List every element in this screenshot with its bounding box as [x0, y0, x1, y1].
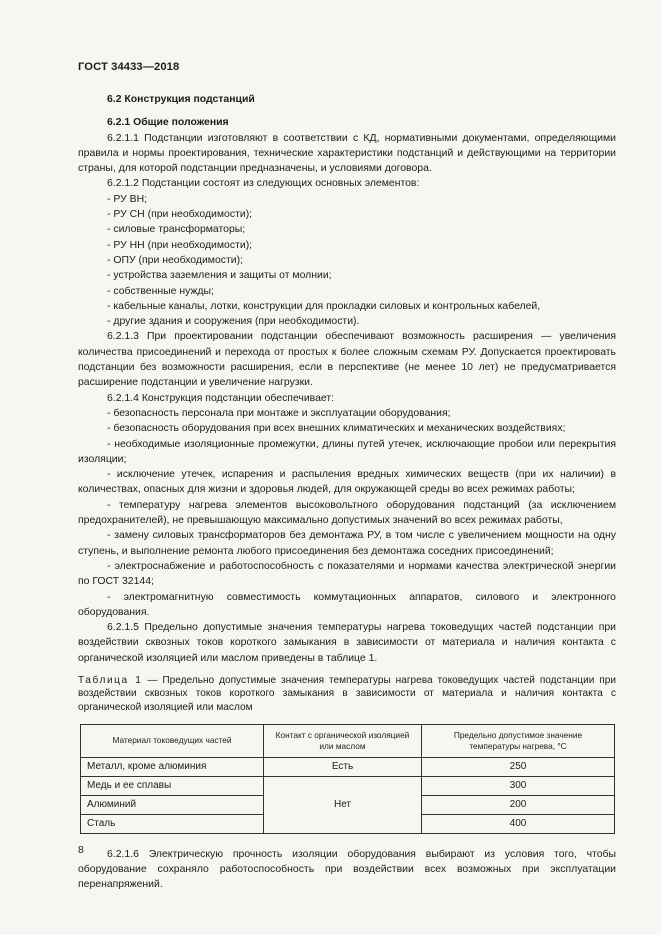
paragraph-6-2-1-1: 6.2.1.1 Подстанции изготовляют в соответствии с КД, нормативными документами, определяющими правила и нормы проектирования, технические характеристики подстанций и действующими на территории страны, для которой подстанции предназначены, и условиями договора.: [78, 132, 616, 175]
document-body: [78, 92, 616, 893]
list-item: - исключение утечек, испарения и распыления вредных химических веществ (при их наличии) в количествах, опасных для жизни и здоровья людей, для окружающей среды во всех режимах работы;: [78, 469, 616, 496]
list-item: - другие здания и сооружения (при необходимости).: [107, 316, 360, 328]
cell-material: Сталь: [81, 814, 264, 833]
paragraph-6-2-1-2: 6.2.1.2 Подстанции состоят из следующих основных элементов:: [107, 178, 420, 190]
table-row: [81, 757, 615, 776]
cell-temperature: 200: [422, 795, 615, 814]
cell-temperature: 300: [422, 776, 615, 795]
document-header: ГОСТ 34433—2018: [78, 61, 180, 73]
list-item: - силовые трансформаторы;: [107, 224, 246, 236]
paragraph-6-2-1-3: 6.2.1.3 При проектировании подстанции обеспечивают возможность расширения — увеличения количества присоединений и перехода от простых к более сложным схемам РУ. Допускается проектировать подстанции без возможности расширения, если в перспективе (не менее 10 лет) не предусматривается расширение подстанции и увеличение нагрузки.: [78, 331, 616, 389]
header-temperature: Предельно допустимое значение температуры нагрева, °С: [422, 724, 615, 757]
paragraph-6-2-1-6: 6.2.1.6 Электрическую прочность изоляции оборудования выбирают из условия того, чтобы оборудование сохраняло работоспособность при воздействии всех возможных при эксплуатации перенапряжений.: [78, 848, 616, 891]
cell-temperature: 250: [422, 757, 615, 776]
cell-temperature: 400: [422, 814, 615, 833]
list-item: - РУ СН (при необходимости);: [107, 209, 253, 221]
list-item: - устройства заземления и защиты от молнии;: [107, 270, 332, 282]
paragraph-6-2-1-4: 6.2.1.4 Конструкция подстанции обеспечивает:: [107, 392, 335, 404]
table-header-row: [81, 724, 615, 757]
list-item: - замену силовых трансформаторов без демонтажа РУ, в том числе с увеличением мощности на одну ступень, и выполнение ремонта любого присоединения без демонтажа соседних присоединений;: [78, 530, 616, 557]
construction-requirements-list: [78, 406, 616, 620]
cell-contact: Нет: [264, 776, 422, 833]
list-item: - ОПУ (при необходимости);: [107, 254, 243, 266]
list-item: - необходимые изоляционные промежутки, длины путей утечек, исключающие пробои или перекрытия изоляции;: [78, 438, 616, 465]
header-contact: Контакт с органической изоляцией или маслом: [264, 724, 422, 757]
list-item: - РУ НН (при необходимости);: [107, 239, 253, 251]
cell-material: Алюминий: [81, 795, 264, 814]
list-item: - безопасность оборудования при всех внешних климатических и механических воздействиях;: [107, 423, 566, 435]
cell-material: Металл, кроме алюминия: [81, 757, 264, 776]
paragraph-6-2-1-5: 6.2.1.5 Предельно допустимые значения температуры нагрева токоведущих частей подстанции при воздействии сквозных токов короткого замыкания в зависимости от материала и наличия контакта с органической изоляцией или маслом приведены в таблице 1.: [78, 622, 616, 664]
cell-material: Медь и ее сплавы: [81, 776, 264, 795]
table-caption-text: — Предельно допустимые значения температуры нагрева токоведущих частей подстанции при воздействии сквозных токов короткого замыкания в зависимости от материала и наличия контакта с органической изоляцией или маслом: [78, 674, 616, 713]
list-item: - кабельные каналы, лотки, конструкции для прокладки силовых и контрольных кабелей,: [107, 300, 541, 312]
list-item: - температуру нагрева элементов высоковольтного оборудования подстанций (за исключением предохранителей), не превышающую максимально допустимых значений во всех режимах работы,: [78, 499, 616, 527]
temperature-table: [80, 724, 615, 834]
list-item: - электромагнитную совместимость коммутационных аппаратов, силового и электронного оборудования.: [78, 591, 616, 618]
table-caption: [78, 674, 616, 714]
table-row: [81, 776, 615, 795]
elements-list: [78, 192, 616, 330]
list-item: - РУ ВН;: [107, 193, 148, 205]
list-item: - электроснабжение и работоспособность с показателями и нормами качества электрической энергии по ГОСТ 32144;: [78, 560, 616, 588]
list-item: - безопасность персонала при монтаже и эксплуатации оборудования;: [107, 407, 451, 419]
list-item: - собственные нужды;: [107, 285, 214, 297]
section-heading-6-2-1: 6.2.1 Общие положения: [107, 117, 229, 129]
section-heading-6-2: 6.2 Конструкция подстанций: [107, 94, 255, 105]
table-caption-label: Таблица 1: [78, 674, 143, 686]
header-material: Материал токоведущих частей: [81, 724, 264, 757]
cell-contact: Есть: [264, 757, 422, 776]
page-number: 8: [78, 844, 84, 856]
